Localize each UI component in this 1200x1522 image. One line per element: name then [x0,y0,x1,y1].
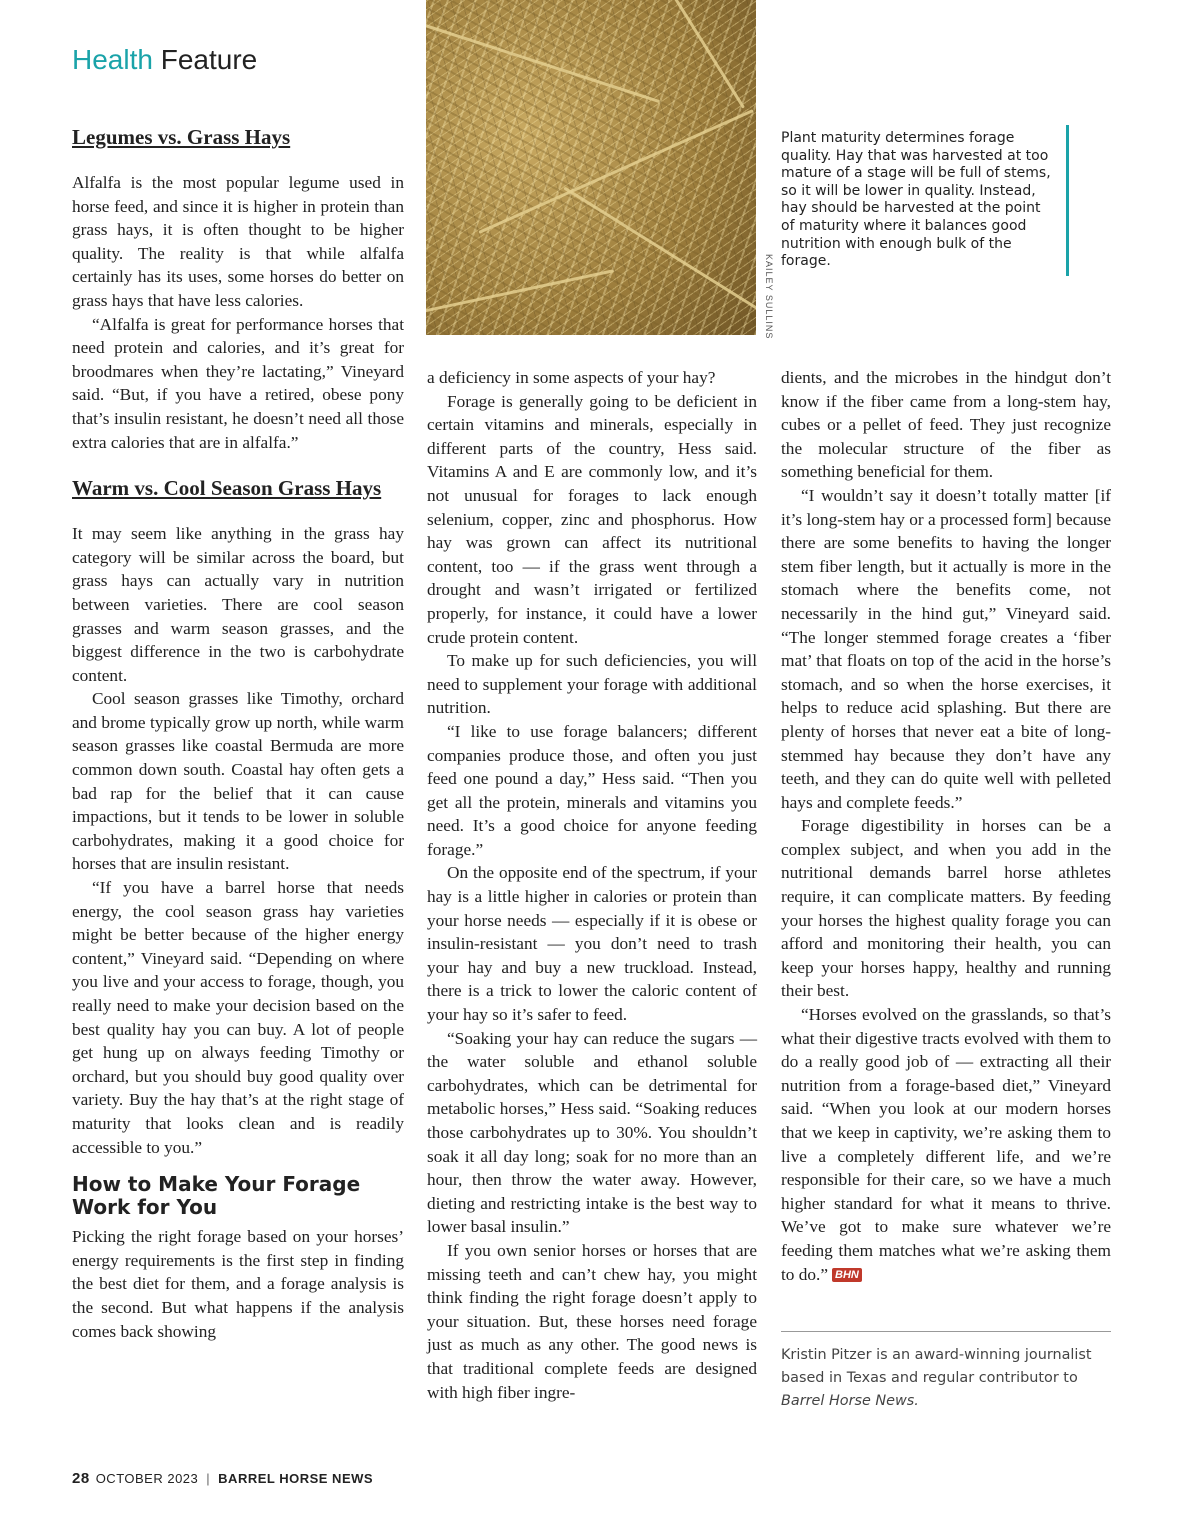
paragraph: “I like to use forage balancers; different companies produce those, and often you just feed one pound a day,” Hess said. “Then you get all the protein, minerals and vitamins you need. It’s a good choice for anyone feeding forage.” [427,721,757,859]
paragraph: Forage digestibility in horses can be a complex subject, and when you add in the nutritional demands barrel horse athletes require, it can complicate matters. By feeding your horses the highest quality forage you can afford and monitoring their health, you can keep your horses happy, healthy and running their best. [781,816,1111,1001]
section-label-health: Health [72,44,153,75]
footer-separator: | [206,1471,211,1486]
section-label [72,44,257,76]
paragraph: dients, and the microbes in the hindgut don’t know if the fiber came from a long-stem hay, cubes or a pellet of feed. They just recognize the molecular structure of the fiber as something beneficial for them. [781,368,1111,482]
article-column-3 [781,366,1111,1286]
paragraph: Forage is generally going to be deficient in certain vitamins and minerals, especially in different parts of the country, Hess said. Vitamins A and E are commonly low, and it’s not unusual for forages to lack enough selenium, copper, zinc and phosphorus. How hay was grown can affect its nutritional content, too — if the grass went through a drought and wasn’t irrigated or fertilized properly, for instance, it could have a lower crude protein content. [427,391,757,647]
subhead-forage-work: How to Make Your Forage Work for You [72,1172,361,1220]
page-number: 28 [72,1470,90,1487]
paragraph: “Alfalfa is great for performance horses that need protein and calories, and it’s great for broodmares when they’re lactating,” Vineyard said. “But, if you have a retired, obese pony that’s insulin resistant, he doesn’t need all those extra calories that are in alfalfa.” [72,314,404,452]
subhead-legumes: Legumes vs. Grass Hays [72,125,291,149]
subhead-warm-cool: Warm vs. Cool Season Grass Hays [72,476,382,501]
paragraph: a deficiency in some aspects of your hay? [427,368,716,387]
closing-quote-text: “Horses evolved on the grasslands, so that’s what their digestive tracts evolved with them to do a really good job of — extracting all their nutrition from a forage-based diet,” Vineyard said. “When you look at our modern horses that we keep in captivity, we’re asking them to live a completely different life, and we’re responsible for their care, so we have a much higher standard for what it means to thrive. We’ve got to make sure whatever we’re feeding them matches what we’re asking them to do.” [781,1005,1111,1284]
paragraph: It may seem like anything in the grass hay category will be similar across the board, but grass hays can actually vary in nutrition between varieties. There are cool season grasses and warm season grasses, and the biggest difference in the two is carbohydrate content. [72,524,404,685]
caption-accent-rule [1066,125,1069,276]
paragraph [781,1003,1111,1286]
paragraph: To make up for such deficiencies, you will need to supplement your forage with additional nutrition. [427,651,757,718]
section-label-feature: Feature [160,44,258,75]
paragraph: If you own senior horses or horses that are missing teeth and can’t chew hay, you might think finding the right forage doesn’t apply to your situation. But, these horses need forage just as much as any other. The good news is that traditional complete feeds are designed with high fiber ingre- [427,1240,757,1402]
paragraph: “Soaking your hay can reduce the sugars — the water soluble and ethanol soluble carbohydrates, which can be detrimental for metabolic horses,” Hess said. “Soaking reduces those carbohydrates up to 30%. You shouldn’t soak it all day long; soak for no more than an hour, then throw the water away. However, dieting and restricting intake is the best way to lower basal insulin.” [427,1028,757,1237]
paragraph: On the opposite end of the spectrum, if your hay is a little higher in calories or protein than your horse needs — especially if it is obese or insulin-resistant — you don’t need to trash your hay and buy a new truckload. Instead, there is a trick to lower the caloric content of your hay so it’s safer to feed. [427,863,757,1025]
author-bio [781,1344,1101,1413]
paragraph: “I wouldn’t say it doesn’t totally matter [if it’s long-stem hay or a processed form] because there are some benefits to having the longer stem fiber length, but it actually is more in the stomach where the benefits come, not necessarily in the hind gut,” Vineyard said. “The longer stemmed forage creates a ‘fiber mat’ that floats on top of the acid in the horse’s stomach, and so when the horse exercises, it helps to reduce acid splashing. But there are plenty of horses that never eat a bite of long-stemmed hay because they don’t have any teeth, and they can do quite well with pelleted hays and complete feeds.” [781,485,1111,812]
bhn-end-mark: BHN [832,1268,862,1282]
paragraph: Picking the right forage based on your horses’ energy requirements is the first step in finding the best diet for them, and a forage analysis is the second. But what happens if the analysis comes back showing [72,1227,404,1341]
article-column-2 [427,366,757,1404]
issue-date: OCTOBER 2023 [95,1471,199,1486]
bio-divider [781,1331,1111,1332]
magazine-name: BARREL HORSE NEWS [218,1471,374,1486]
hay-photo [426,0,756,335]
article-column-1 [72,123,404,1343]
page-footer [72,1470,373,1487]
photo-caption: Plant maturity determines forage quality. Hay that was harvested at too mature of a stage will be full of stems, so it will be lower in quality. Instead, hay should be harvested at the point of maturity where it balances good nutrition with enough bulk of the forage. [781,130,1051,270]
paragraph: Cool season grasses like Timothy, orchard and brome typically grow up north, while warm season grasses like coastal Bermuda are more common down south. Coastal hay often gets a bad rap for the belief that it can cause impactions, but it tends to be lower in soluble carbohydrates, making it a good choice for horses that are insulin resistant. [72,689,404,874]
paragraph: Alfalfa is the most popular legume used in horse feed, and since it is higher in protein than grass hays, it is often thought to be higher quality. The reality is that while alfalfa certainly has its uses, some horses do better on grass hays that have less calories. [72,173,404,310]
paragraph: “If you have a barrel horse that needs energy, the cool season grass hay varieties might be better because of the higher energy content,” Vineyard said. “Depending on where you live and your access to forage, though, you really need to make your decision based on the best quality hay you can buy. A lot of people get hung up on always feeding Timothy or orchard, but you should buy good quality over variety. Buy the hay that’s at the right stage of maturity that looks clean and is readily accessible to you.” [72,878,404,1157]
author-bio-text: Kristin Pitzer is an award-winning journalist based in Texas and regular contributor to [781,1347,1092,1386]
author-bio-publication: Barrel Horse News. [781,1393,919,1409]
photo-credit: KAILEY SULLINS [764,254,774,340]
